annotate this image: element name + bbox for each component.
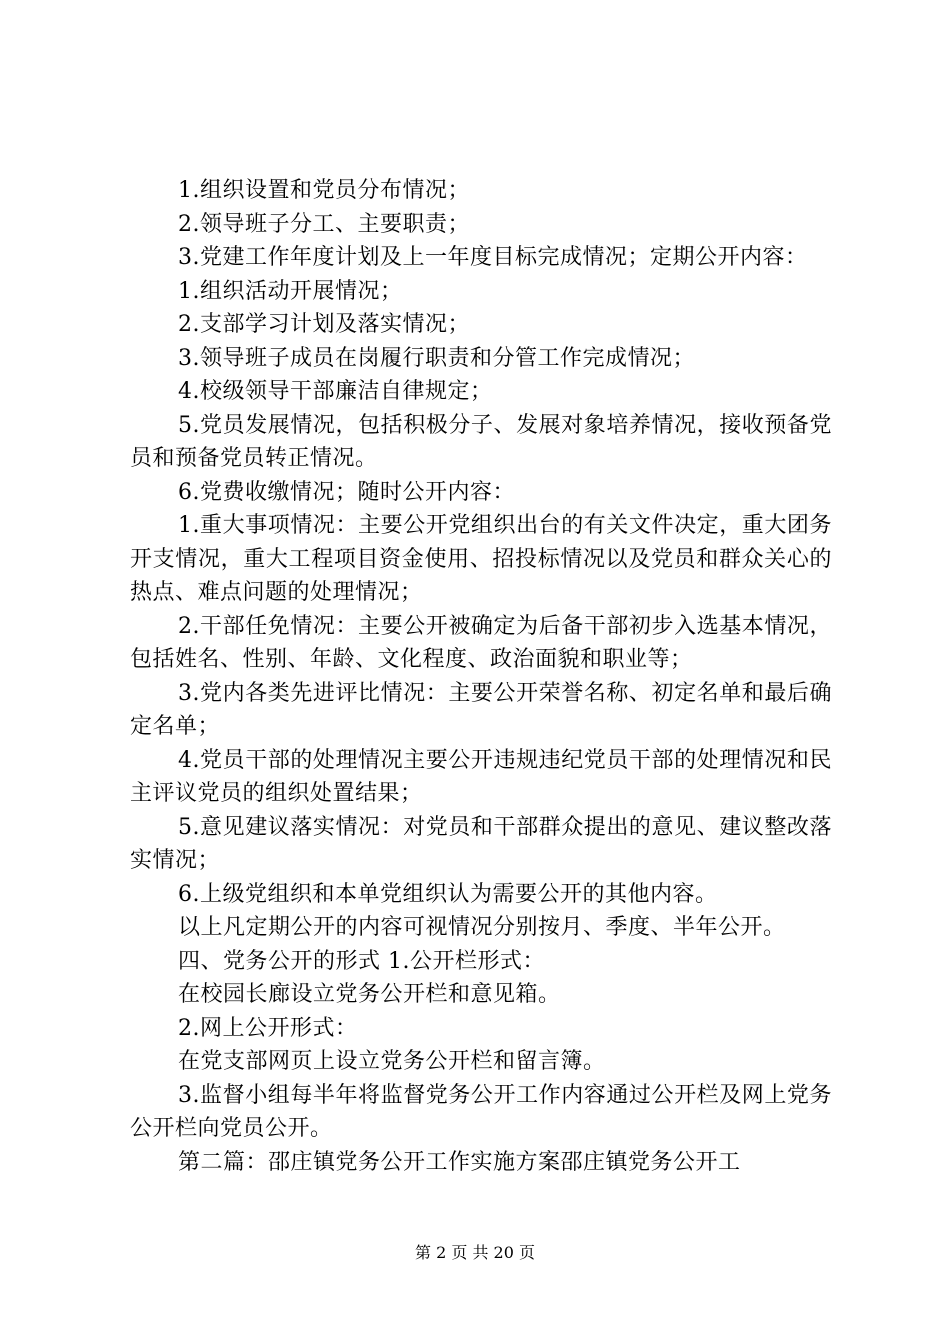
document-body: [130, 174, 832, 1179]
paragraph-8: 5.党员发展情况，包括积极分子、发展对象培养情况，接收预备党员和预备党员转正情况。: [130, 412, 832, 471]
paragraph-14: 5.意见建议落实情况：对党员和干部群众提出的意见、建议整改落实情况；: [130, 814, 832, 873]
paragraph-1: 1.组织设置和党员分布情况；: [178, 178, 470, 203]
paragraph-3: 3.党建工作年度计划及上一年度目标完成情况；定期公开内容：: [178, 245, 808, 270]
paragraph-16: 以上凡定期公开的内容可视情况分别按月、季度、半年公开。: [178, 915, 786, 940]
paragraph-21: 3.监督小组每半年将监督党务公开工作内容通过公开栏及网上党务公开栏向党员公开。: [130, 1082, 832, 1141]
paragraph-6: 3.领导班子成员在岗履行职责和分管工作完成情况；: [178, 345, 695, 371]
paragraph-22: 第二篇：邵庄镇党务公开工作实施方案邵庄镇党务公开工: [178, 1149, 741, 1175]
paragraph-13: 4.党员干部的处理情况主要公开违规违纪党员干部的处理情况和民主评议党员的组织处置结果；: [130, 747, 832, 806]
paragraph-5: 2.支部学习计划及落实情况；: [178, 312, 470, 337]
paragraph-9: 6.党费收缴情况；随时公开内容：: [178, 479, 515, 505]
page-number-footer: 第 2 页 共 20 页: [415, 1243, 535, 1262]
paragraph-17: 四、党务公开的形式 1.公开栏形式：: [178, 948, 545, 974]
paragraph-7: 4.校级领导干部廉洁自律规定；: [178, 379, 493, 404]
paragraph-4: 1.组织活动开展情况；: [178, 278, 403, 304]
paragraph-2: 2.领导班子分工、主要职责；: [178, 211, 470, 237]
paragraph-11: 2.干部任免情况：主要公开被确定为后备干部初步入选基本情况，包括姓名、性别、年龄、文化程度、政治面貌和职业等；: [130, 613, 832, 672]
paragraph-15: 6.上级党组织和本单党组织认为需要公开的其他内容。: [178, 881, 718, 907]
paragraph-18: 在校园长廊设立党务公开栏和意见箱。: [178, 982, 561, 1007]
paragraph-19: 2.网上公开形式：: [178, 1015, 358, 1041]
paragraph-12: 3.党内各类先进评比情况：主要公开荣誉名称、初定名单和最后确定名单；: [130, 680, 832, 739]
paragraph-20: 在党支部网页上设立党务公开栏和留言簿。: [178, 1049, 606, 1074]
paragraph-10: 1.重大事项情况：主要公开党组织出台的有关文件决定，重大团务开支情况，重大工程项目资金使用、招投标情况以及党员和群众关心的热点、难点问题的处理情况；: [130, 513, 832, 605]
